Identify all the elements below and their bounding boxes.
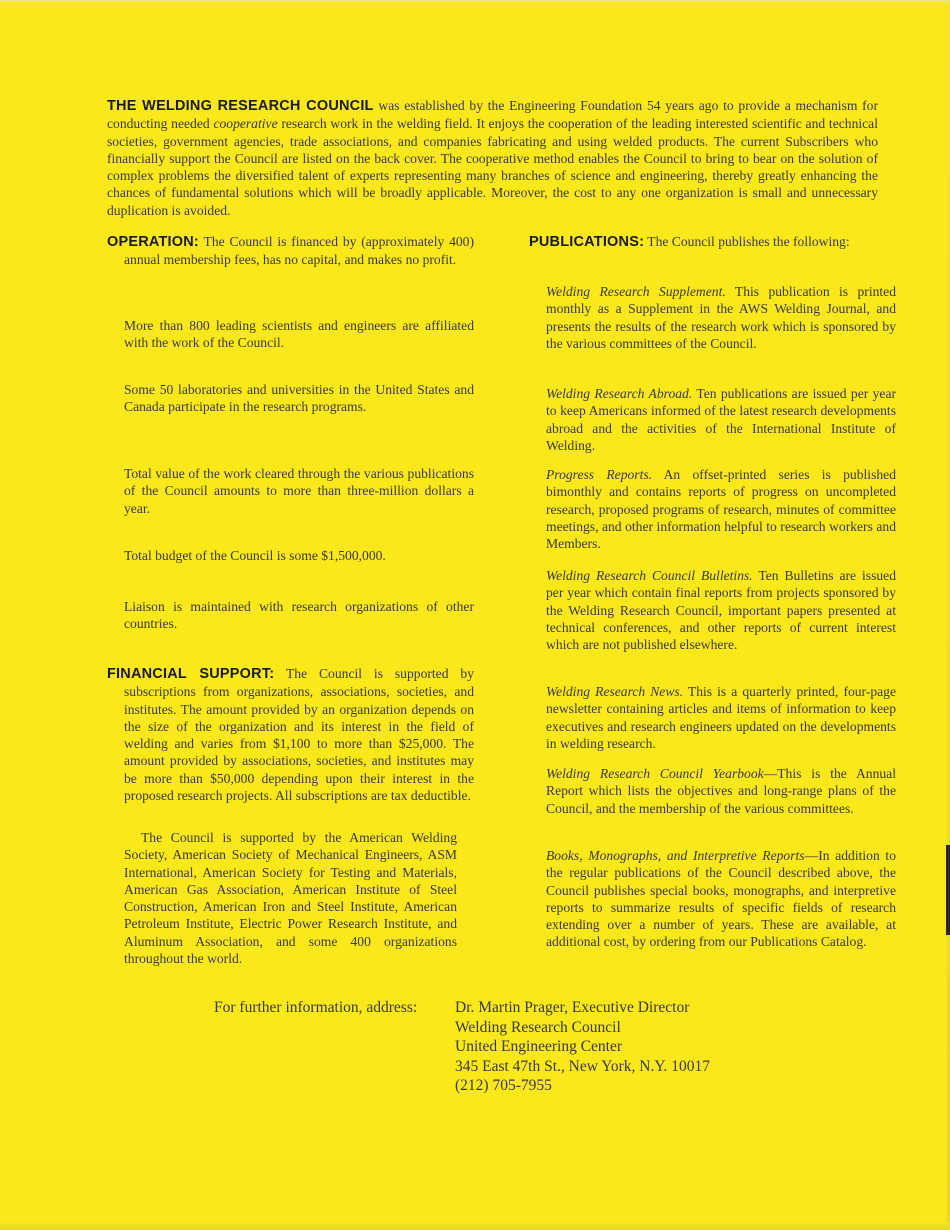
financial-supporters-paragraph [107, 829, 457, 967]
publication-item [529, 385, 896, 454]
intro-italic: cooperative [213, 116, 278, 132]
publication-title: Books, Monographs, and Interpretive Reports [546, 848, 805, 863]
publication-item [529, 847, 896, 951]
supporters-text: The Council is supported by the American Welding Society, American Society of Mechanical Engineers, ASM International, American Society for Testing and Materials, American Gas Association, American Institute of Steel Construction, American Iron and Steel Institute, American Petroleum Institute, Electric Power Research Institute, and Aluminum Association, and some 400 organizations throughout the world. [124, 830, 457, 967]
publication-item [529, 466, 896, 552]
intro-paragraph [107, 97, 878, 219]
publication-title: Welding Research Council Bulletins. [546, 568, 753, 583]
publication-title: Welding Research News. [546, 684, 684, 699]
publication-text: Ten publications are issued per year to keep Americans informed of the latest research developments abroad and the activities of the International Institute of Welding. [546, 386, 897, 453]
publication-title: Welding Research Supplement. [546, 284, 726, 299]
financial-support-intro [107, 665, 474, 804]
publication-text: This publication is printed monthly as a Supplement in the AWS Welding Journal, and presents the results of the research work which is sponsored by the various committees of the Council. [546, 284, 896, 351]
operation-intro [107, 233, 474, 269]
contact-line: (212) 705-7955 [455, 1077, 552, 1094]
publication-title: Progress Reports. [546, 467, 653, 482]
operation-paragraph: Total budget of the Council is some $1,500,000. [124, 548, 386, 563]
contact-line: Welding Research Council [455, 1018, 621, 1036]
publications-intro [529, 233, 896, 251]
publication-text: This is a quarterly printed, four-page newsletter containing articles and items of information to keep executives and research engineers updated on the developments in welding research. [546, 684, 897, 751]
intro-text-2: research work in the welding field. It enjoys the cooperation of the leading interested scientific and technical societies, government agencies, trade associations, and companies fabricating and using welded products. The current Subscribers who financially support the Council are listed on the back cover. The cooperative method enables the Council to bring to bear on the solution of complex problems the diversified talent of experts representing many branches of science and engineering, thereby greatly enhancing the chances of fundamental solutions which will be broadly applicable. Moreover, the cost to any one organization is small and unnecessary duplication is avoided. [107, 116, 878, 218]
publication-text: —This is the Annual Report which lists the objectives and long-range plans of the Council, and the membership of the various committees. [546, 766, 896, 816]
publications-heading: PUBLICATIONS: [529, 234, 645, 250]
operation-paragraph: Total value of the work cleared through the various publications of the Council amounts to more than three-million dollars a year. [124, 466, 474, 516]
operation-heading: OPERATION: [107, 234, 199, 250]
edge-mark [946, 845, 950, 935]
contact-line: Dr. Martin Prager, Executive Director [455, 999, 690, 1016]
publications-intro-text: The Council publishes the following: [644, 234, 850, 249]
bottom-edge [0, 1222, 950, 1230]
publication-text: An offset-printed series is published bimonthly and contains reports of progress on uncompleted research, proposed programs of research, minutes of committee meetings, and other information helpful to research workers and Members. [546, 467, 896, 552]
contact-label: For further information, address: [214, 999, 418, 1016]
publication-text: Ten Bulletins are issued per year which contain final reports from projects sponsored by the Welding Research Council, important papers presented at technical conferences, and other reports of current interest which are not published elsewhere. [546, 568, 897, 653]
publication-item [529, 567, 896, 653]
publication-item [529, 683, 896, 752]
intro-title: THE WELDING RESEARCH COUNCIL [107, 98, 374, 114]
publication-text: —In addition to the regular publications of the Council described above, the Council publishes special books, monographs, and interpretive reports to summarize results of specific fields of research extending over a number of years. These are available, at additional cost, by ordering from our Publications Catalog. [546, 848, 897, 950]
contact-line: 345 East 47th St., New York, N.Y. 10017 [455, 1057, 711, 1075]
publication-item [529, 283, 896, 352]
publication-title: Welding Research Abroad. [546, 386, 693, 401]
financial-support-heading: FINANCIAL SUPPORT: [107, 666, 275, 682]
contact-line: United Engineering Center [455, 1038, 623, 1055]
intro-text-1: was established by the Engineering Foundation 54 years ago to provide a mechanism for conducting needed [107, 98, 878, 132]
contact-address [455, 998, 710, 1096]
operation-paragraph: Some 50 laboratories and universities in the United States and Canada participate in the research programs. [124, 382, 474, 415]
operation-paragraph: More than 800 leading scientists and engineers are affiliated with the work of the Council. [124, 318, 474, 351]
operation-intro-text: The Council is financed by (approximately 400) annual membership fees, has no capital, and makes no profit. [124, 234, 474, 268]
publication-title: Welding Research Council Yearbook [546, 766, 764, 781]
financial-support-text: The Council is supported by subscriptions from organizations, associations, societies, and institutes. The amount provided by an organization depends on the size of the organization and its interest in the field of welding and varies from $1,100 to more than $25,000. The amount provided by associations, societies, and institutes may be more than $50,000 depending upon their interest in the proposed research projects. All subscriptions are tax deductible. [124, 666, 474, 804]
operation-paragraph: Liaison is maintained with research organizations of other countries. [124, 599, 474, 632]
publication-item [529, 765, 896, 817]
top-rule [0, 0, 950, 2]
